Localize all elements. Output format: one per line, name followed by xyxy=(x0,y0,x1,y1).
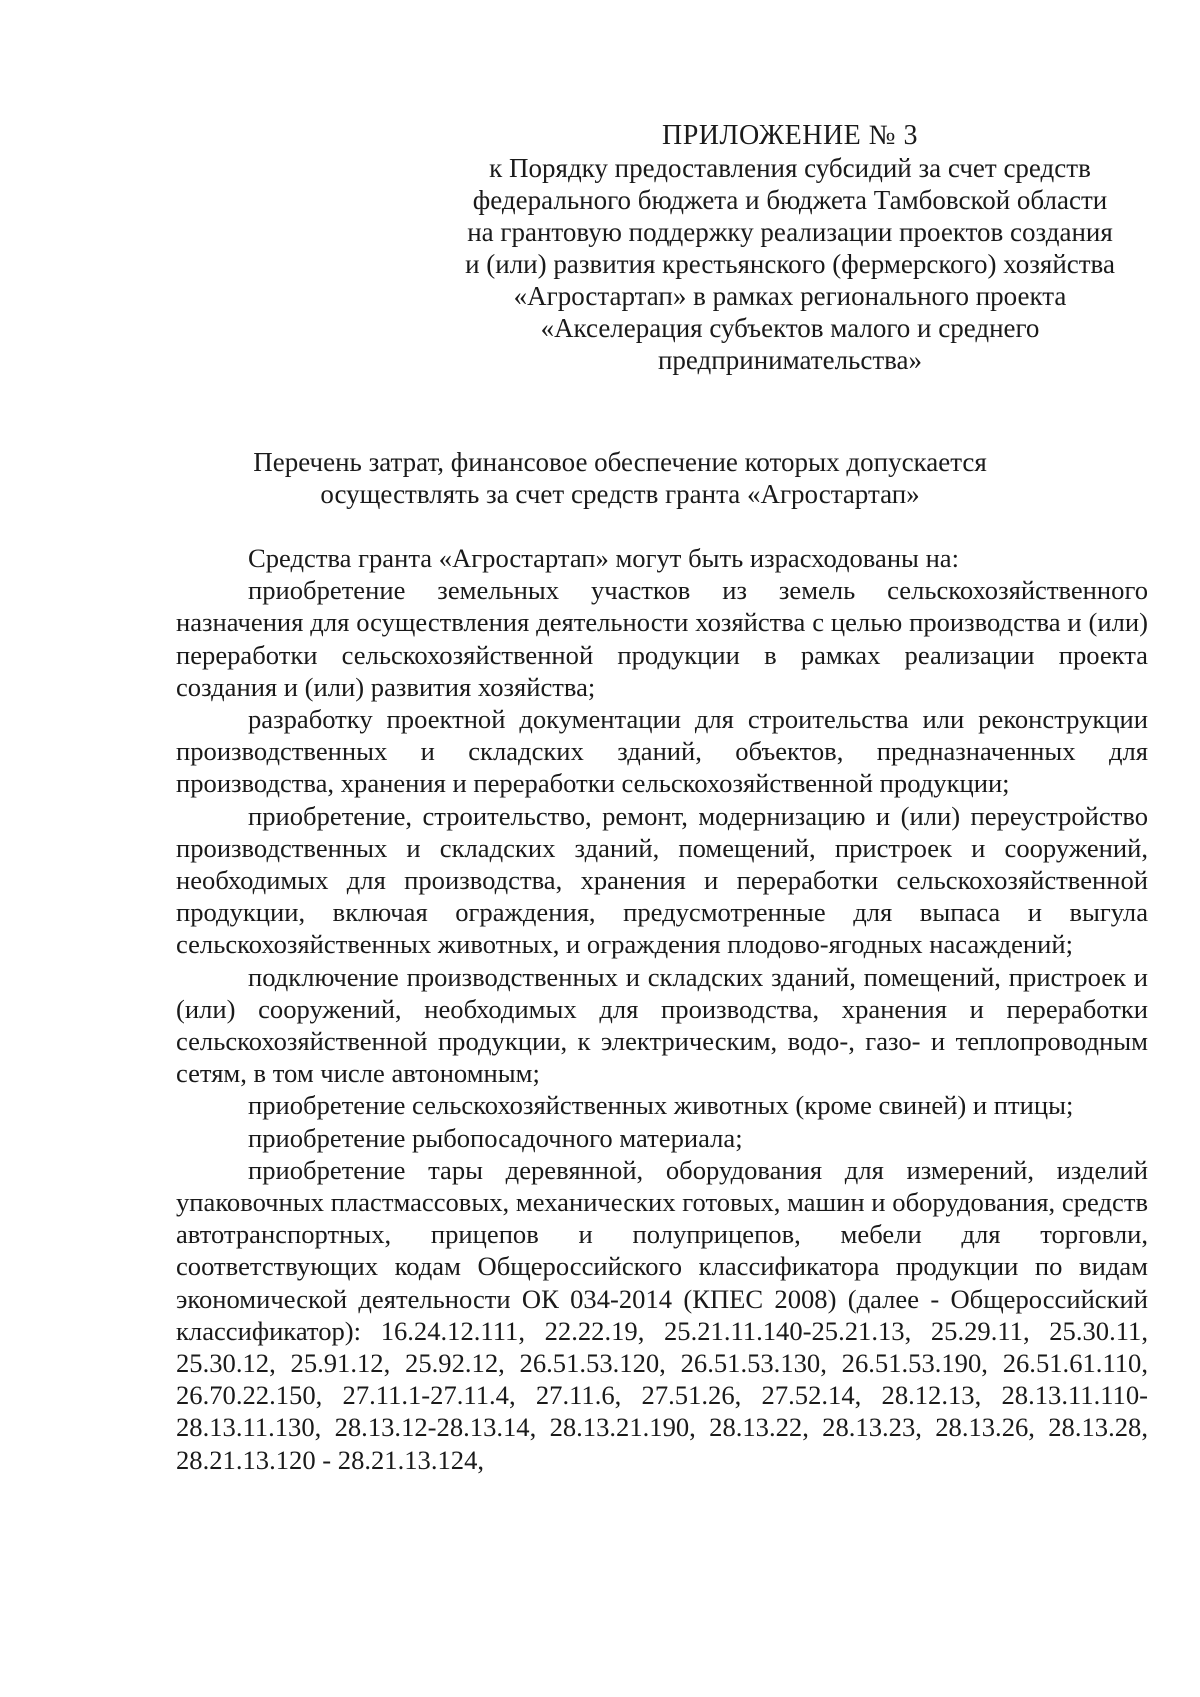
appendix-line: «Агростартап» в рамках регионального проекта xyxy=(513,281,1067,311)
expense-item: приобретение, строительство, ремонт, модернизацию и (или) переустройство производственных и складских зданий, помещений, пристроек и сооружений, необходимых для производства, хранения и переработки сельскохозяйственной продукции, включая ограждения, предусмотренные для выпаса и выгула сельскохозяйственных животных, и ограждения плодово-ягодных насаждений; xyxy=(176,800,1148,960)
appendix-line: и (или) развития крестьянского (фермерского) хозяйства xyxy=(465,249,1115,279)
expense-item: приобретение сельскохозяйственных животных (кроме свиней) и птицы; xyxy=(248,1090,1074,1121)
heading-line: осуществлять за счет средств гранта «Агростартап» xyxy=(320,479,920,509)
expense-item: приобретение рыбопосадочного материала; xyxy=(248,1122,743,1153)
document-heading xyxy=(200,446,1040,510)
expense-item: приобретение земельных участков из земель сельскохозяйственного назначения для осуществления деятельности хозяйства с целью производства и (или) переработки сельскохозяйственной продукции в рамках реализации проекта создания и (или) развития хозяйства; xyxy=(176,575,1148,702)
appendix-line: предпринимательства» xyxy=(657,345,923,375)
heading-line: Перечень затрат, финансовое обеспечение которых допускается xyxy=(253,447,987,477)
document-body xyxy=(176,542,1148,1476)
appendix-line: «Акселерация субъектов малого и среднего xyxy=(540,313,1040,343)
expense-item: приобретение тары деревянной, оборудования для измерений, изделий упаковочных пластмассовых, механических готовых, машин и оборудования, средств автотранспортных, прицепов и полуприцепов, мебели для торговли, соответствующих кодам Общероссийского классификатора продукции по видам экономической деятельности ОК 034-2014 (КПЕС 2008) (далее - Общероссийский классификатор): 16.24.12.111, 22.22.19, 25.21.11.140-25.21.13, 25.29.11, 25.30.11, 25.30.12, 25.91.12, 25.92.12, 26.51.53.120, 26.51.53.130, 26.51.53.190, 26.51.61.110, 26.70.22.150, 27.11.1-27.11.4, 27.11.6, 27.51.26, 27.52.14, 28.12.13, 28.13.11.110-28.13.11.130, 28.13.12-28.13.14, 28.13.21.190, 28.13.22, 28.13.23, 28.13.26, 28.13.28, 28.21.13.120 - 28.21.13.124, xyxy=(176,1154,1148,1475)
expense-item: подключение производственных и складских зданий, помещений, пристроек и (или) сооружений, необходимых для производства, хранения и переработки сельскохозяйственной продукции, к электрическим, водо-, газо- и теплопроводным сетям, в том числе автономным; xyxy=(176,961,1148,1089)
appendix-line: на грантовую поддержку реализации проектов создания xyxy=(467,217,1113,247)
appendix-title: ПРИЛОЖЕНИЕ № 3 xyxy=(662,120,918,151)
appendix-line: к Порядку предоставления субсидий за счет средств xyxy=(489,153,1091,183)
appendix-line: федерального бюджета и бюджета Тамбовской области xyxy=(472,185,1108,215)
intro-paragraph: Средства гранта «Агростартап» могут быть израсходованы на: xyxy=(248,543,959,573)
expense-item: разработку проектной документации для строительства или реконструкции производственных и складских зданий, объектов, предназначенных для производства, хранения и переработки сельскохозяйственной продукции; xyxy=(176,704,1148,799)
appendix-header xyxy=(440,120,1140,376)
